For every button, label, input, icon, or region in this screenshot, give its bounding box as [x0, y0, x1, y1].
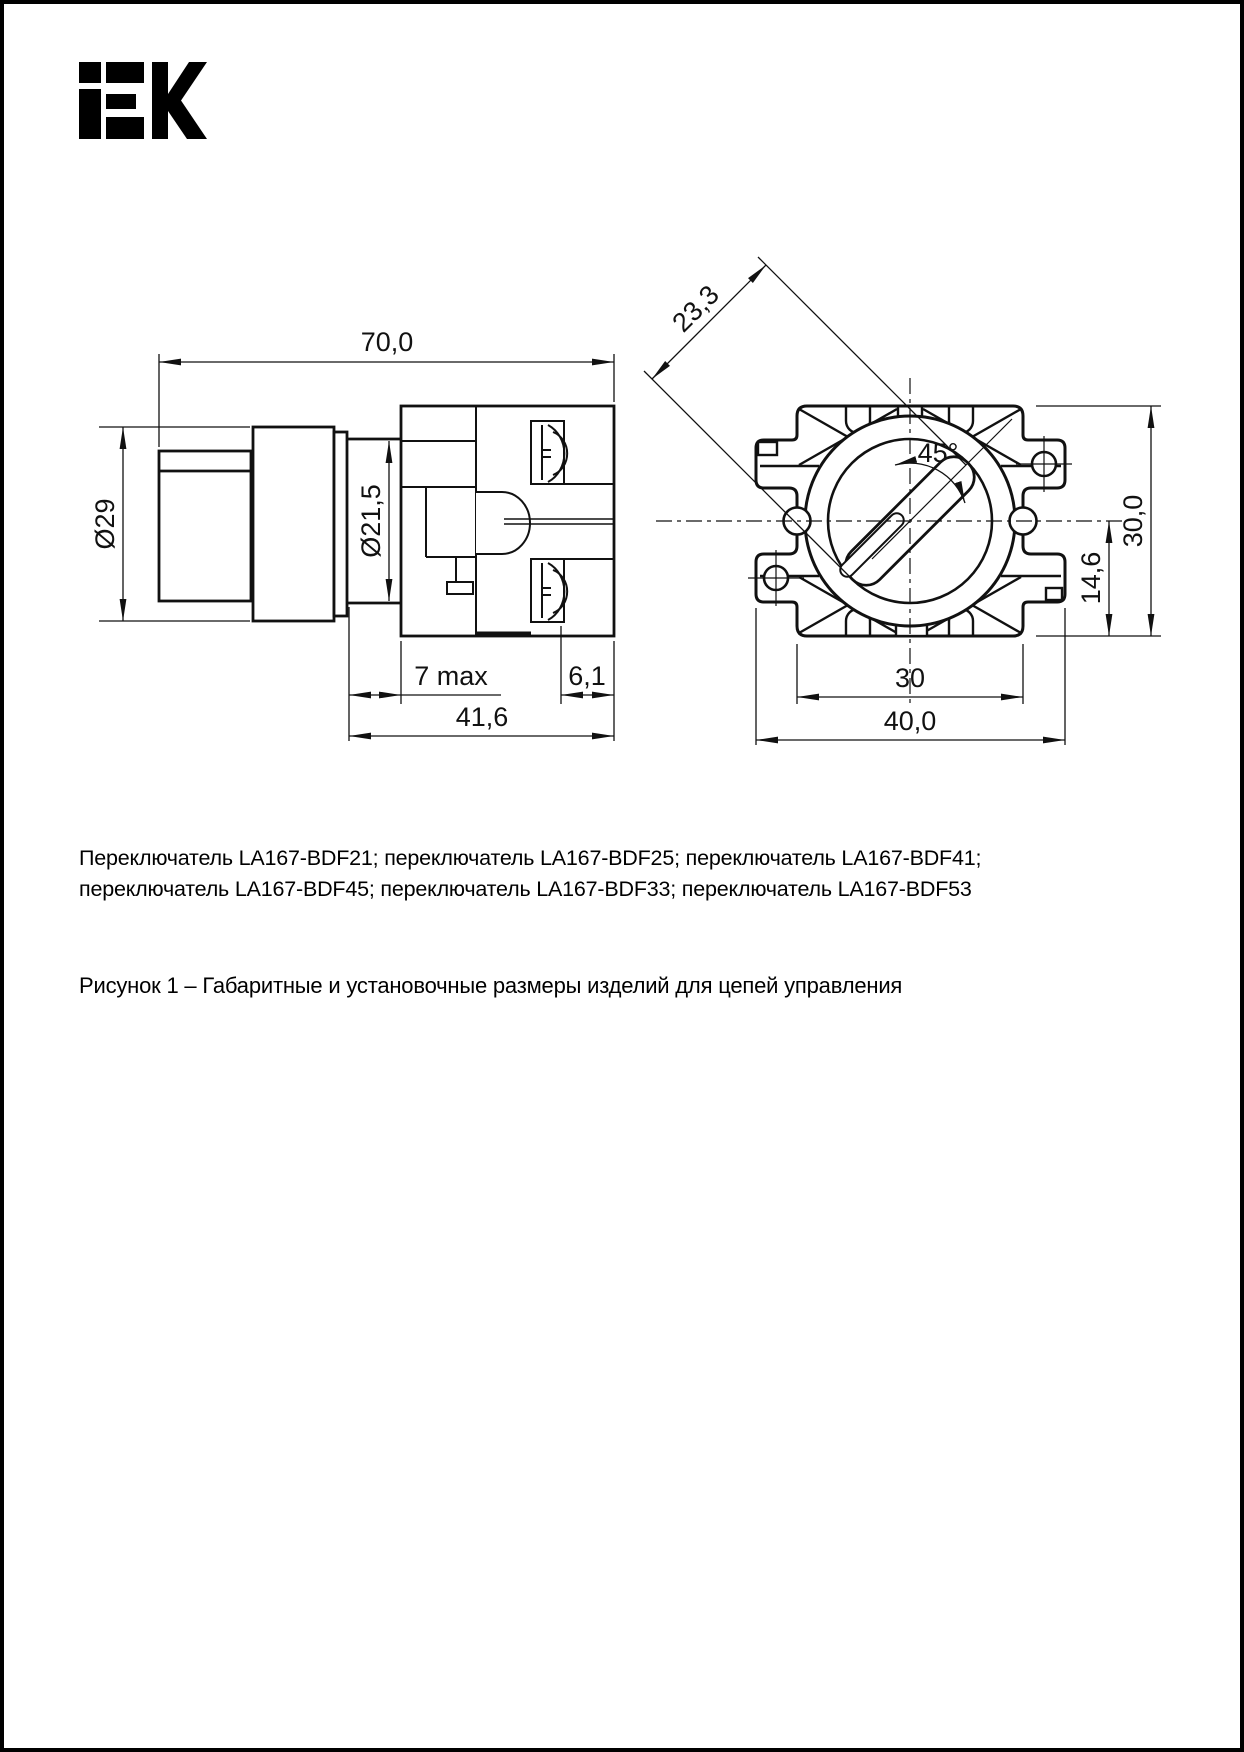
plunger — [476, 492, 530, 554]
dim-head-diameter: Ø29 — [90, 498, 120, 550]
front-view-drawing — [644, 257, 1161, 745]
dim-rear-depth: 6,1 — [568, 661, 606, 691]
logo-e-mid — [106, 94, 136, 109]
logo-i-dot — [79, 62, 101, 83]
dim-thread-diameter: Ø21,5 — [356, 484, 386, 558]
logo-i-stem — [79, 89, 101, 139]
dim-center-to-bottom: 14,6 — [1076, 551, 1106, 605]
dim-rotation-angle: 45° — [917, 438, 959, 468]
dim-overall-length: 70,0 — [360, 327, 414, 357]
logo-k-stem — [152, 62, 168, 139]
side-view-drawing — [90, 327, 614, 741]
upper-terminal — [531, 421, 567, 484]
dim-cutout-width: 30 — [894, 663, 926, 693]
logo-k-lower-arm — [168, 99, 207, 139]
dim-panel-thickness: 7 max — [414, 661, 488, 691]
figure-caption: Рисунок 1 – Габаритные и установочные размеры изделий для цепей управления — [79, 973, 903, 998]
dim-handle-length: 23,3 — [666, 279, 725, 338]
actuator-head — [159, 451, 251, 601]
iek-logo — [79, 62, 207, 139]
product-list-line1: Переключатель LA167-BDF21; переключатель LA167-BDF25; переключатель LA167-BDF41; — [79, 846, 982, 870]
lower-terminal — [531, 559, 567, 622]
logo-k-upper-arm — [168, 62, 207, 105]
logo-e-top — [106, 62, 144, 83]
dim-overall-width: 40,0 — [883, 706, 937, 736]
dim-body-length: 41,6 — [455, 702, 509, 732]
dim-overall-height: 30,0 — [1118, 494, 1148, 548]
bezel-ring — [334, 432, 347, 616]
logo-e-bottom — [106, 117, 144, 139]
product-list-line2: переключатель LA167-BDF45; переключатель LA167-BDF33; переключатель LA167-BDF53 — [79, 877, 972, 901]
product-list — [79, 843, 1059, 905]
bezel — [253, 427, 334, 621]
